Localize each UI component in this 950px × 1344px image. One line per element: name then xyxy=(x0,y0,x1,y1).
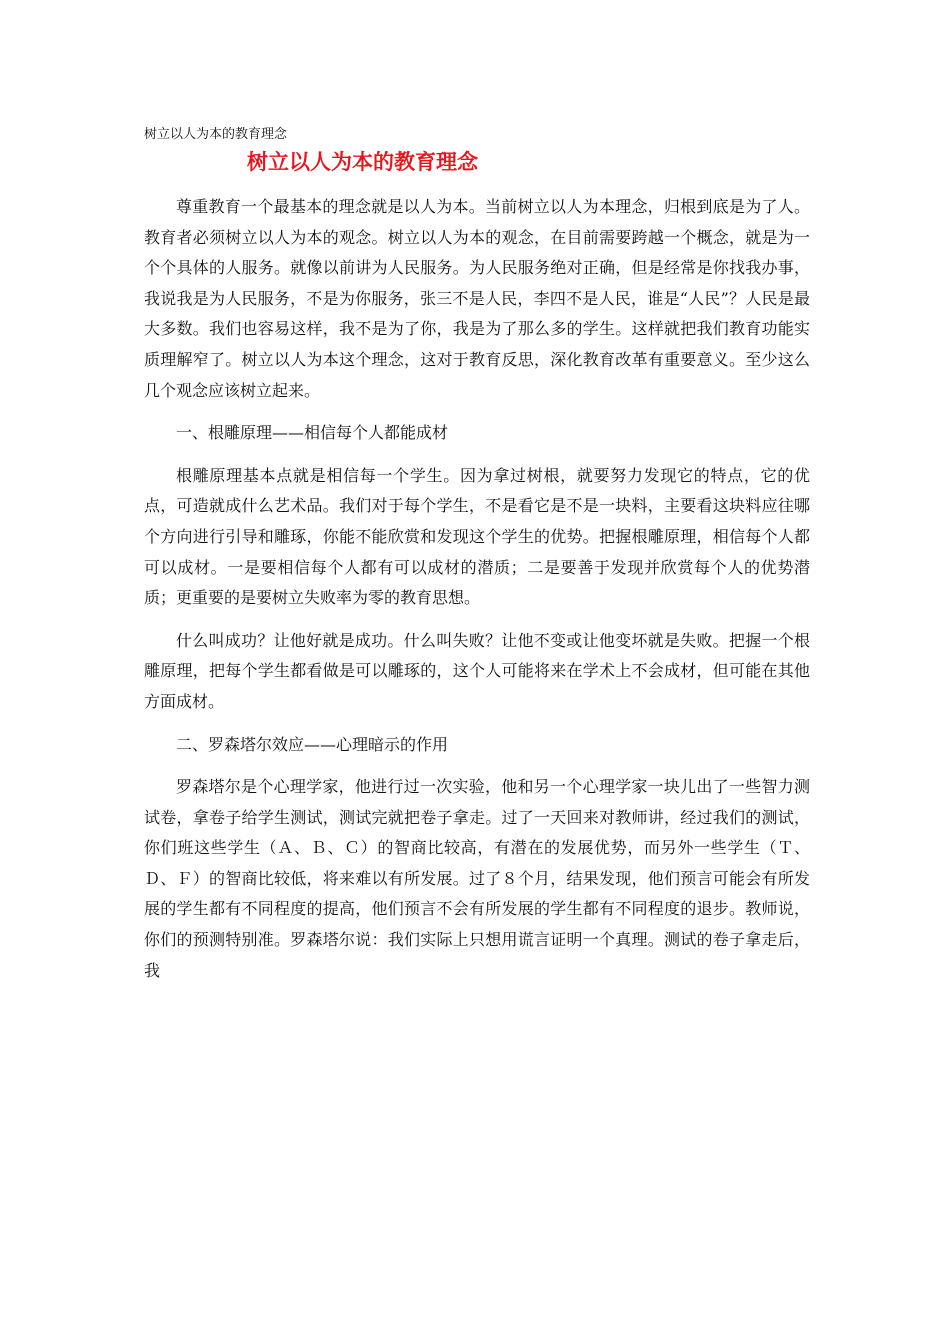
section-heading-root-carving: 一、根雕原理——相信每个人都能成材 xyxy=(176,423,449,443)
section-heading-rosenthal-effect: 二、罗森塔尔效应——心理暗示的作用 xyxy=(176,734,449,754)
rosenthal-effect-paragraph: 罗森塔尔是个心理学家，他进行过一次实验，他和另一个心理学家一块儿出了一些智力测试卷，拿卷子给学生测试，测试完就把卷子拿走。过了一天回来对教师讲，经过我们的测试，你们班这些学生（Ａ、Ｂ、Ｃ）的智商比较高，有潜在的发展优势，而另外一些学生（Ｔ、Ｄ、Ｆ）的智商比较低，将来难以有所发展。过了８个月，结果发现，他们预言可能会有所发展的学生都有不同程度的提高，他们预言不会有所发展的学生都有不同程度的退步。教师说，你们的预测特别准。罗森塔尔说：我们实际上只想用谎言证明一个真理。测试的卷子拿走后，我 xyxy=(144,777,810,980)
document-main-title: 树立以人为本的教育理念 xyxy=(247,149,478,174)
document-body xyxy=(144,192,810,986)
paragraph-gap xyxy=(144,406,810,418)
paragraph-gap xyxy=(144,718,810,730)
root-carving-paragraph-1: 根雕原理基本点就是相信每一个学生。因为拿过树根，就要努力发现它的特点，它的优点，可造就成什么艺术品。我们对于每个学生，不是看它是不是一块料，主要看这块料应往哪个方向进行引导和雕琢，你能不能欣赏和发现这个学生的优势。把握根雕原理，相信每个人都可以成材。一是要相信每个人都有可以成材的潜质；二是要善于发现并欣赏每个人的优势潜质；更重要的是要树立失败率为零的教育思想。 xyxy=(144,465,810,608)
paragraph-gap xyxy=(144,614,810,626)
intro-paragraph: 尊重教育一个最基本的理念就是以人为本。当前树立以人为本理念，归根到底是为了人。教育者必须树立以人为本的观念。树立以人为本的观念，在目前需要跨越一个概念，就是为一个个具体的人服务。就像以前讲为人民服务。为人民服务绝对正确，但是经常是你找我办事，我说我是为人民服务，不是为你服务，张三不是人民，李四不是人民，谁是“人民”？人民是最大多数。我们也容易这样，我不是为了你，我是为了那么多的学生。这样就把我们教育功能实质理解窄了。树立以人为本这个理念，这对于教育反思，深化教育改革有重要意义。至少这么几个观念应该树立起来。 xyxy=(144,197,810,400)
paragraph-gap xyxy=(144,760,810,772)
paragraph-gap xyxy=(144,449,810,461)
root-carving-paragraph-2: 什么叫成功？让他好就是成功。什么叫失败？让他不变或让他变坏就是失败。把握一个根雕原理，把每个学生都看做是可以雕琢的，这个人可能将来在学术上不会成材，但可能在其他方面成材。 xyxy=(144,630,810,711)
document-header-title: 树立以人为本的教育理念 xyxy=(144,127,288,142)
